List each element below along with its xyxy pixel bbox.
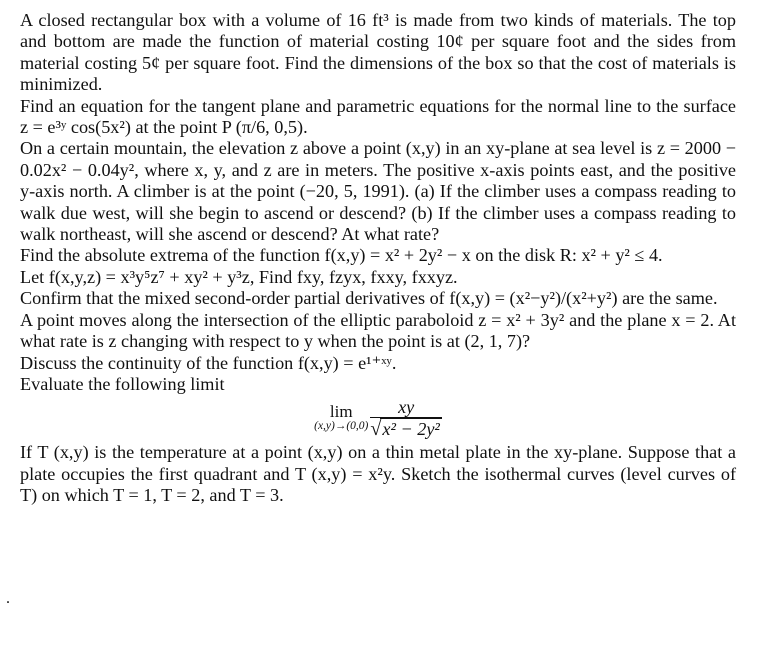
list-bullet: . xyxy=(6,590,10,607)
limit-expression xyxy=(20,397,736,440)
problem-continuity: Discuss the continuity of the function f(x,y) = e¹⁺ˣʸ. xyxy=(20,352,397,373)
problem-rate-of-change: A point moves along the intersection of the elliptic paraboloid z = x² + 3y² and the plane x = 2. At what rate is z changing with respect to y when the point is at (2, 1, 7)? xyxy=(20,309,736,352)
problem-mountain-elevation: On a certain mountain, the elevation z above a point (x,y) in an xy-plane at sea level is z = 2000 − 0.02x² − 0.04y², where x, y, and z are in meters. The positive x-axis points east, and the positive y-axis north. A climber is at the point (−20, 5, 1991). (a) If the climber uses a compass reading to walk due west, will she begin to ascend or descend? (b) If the climber uses a compass reading to walk northeast, will she ascend or descend? At what rate? xyxy=(20,138,736,245)
problem-box-volume: A closed rectangular box with a volume of 16 ft³ is made from two kinds of materials. The top and bottom are made the function of material costing 10¢ per square foot and the sides from material costing 5¢ per square foot. Find the dimensions of the box so that the cost of materials is minimized. xyxy=(20,10,736,95)
limit-word: lim xyxy=(329,401,353,421)
limit-radicand: x² − 2y² xyxy=(382,419,440,440)
problem-partial-derivatives: Let f(x,y,z) = x³y⁵z⁷ + xy² + y³z, Find fxy, fzyx, fxxy, fxxyz. xyxy=(20,266,458,287)
limit-numerator: xy xyxy=(398,397,415,418)
problem-limit-intro: Evaluate the following limit xyxy=(20,373,225,394)
problem-mixed-partials: Confirm that the mixed second-order partial derivatives of f(x,y) = (x²−y²)/(x²+y²) are the same. xyxy=(20,288,718,309)
sqrt-symbol: √ xyxy=(370,418,382,441)
problem-isothermal-curves: If T (x,y) is the temperature at a point (x,y) on a thin metal plate in the xy-plane. Suppose that a plate occupies the first quadrant and T (x,y) = x²y. Sketch the isothermal curves (level curves of T) on which T = 1, T = 2, and T = 3. xyxy=(20,442,736,506)
problem-tangent-plane: Find an equation for the tangent plane and parametric equations for the normal line to the surface z = e³ʸ cos(5x²) at the point P (π/6, 0,5). xyxy=(20,95,736,138)
limit-fraction xyxy=(370,397,442,440)
limit-subscript: (x,y)→(0,0) xyxy=(314,419,369,432)
problem-absolute-extrema: Find the absolute extrema of the function f(x,y) = x² + 2y² − x on the disk R: x² + y² ≤ 4. xyxy=(20,245,663,266)
